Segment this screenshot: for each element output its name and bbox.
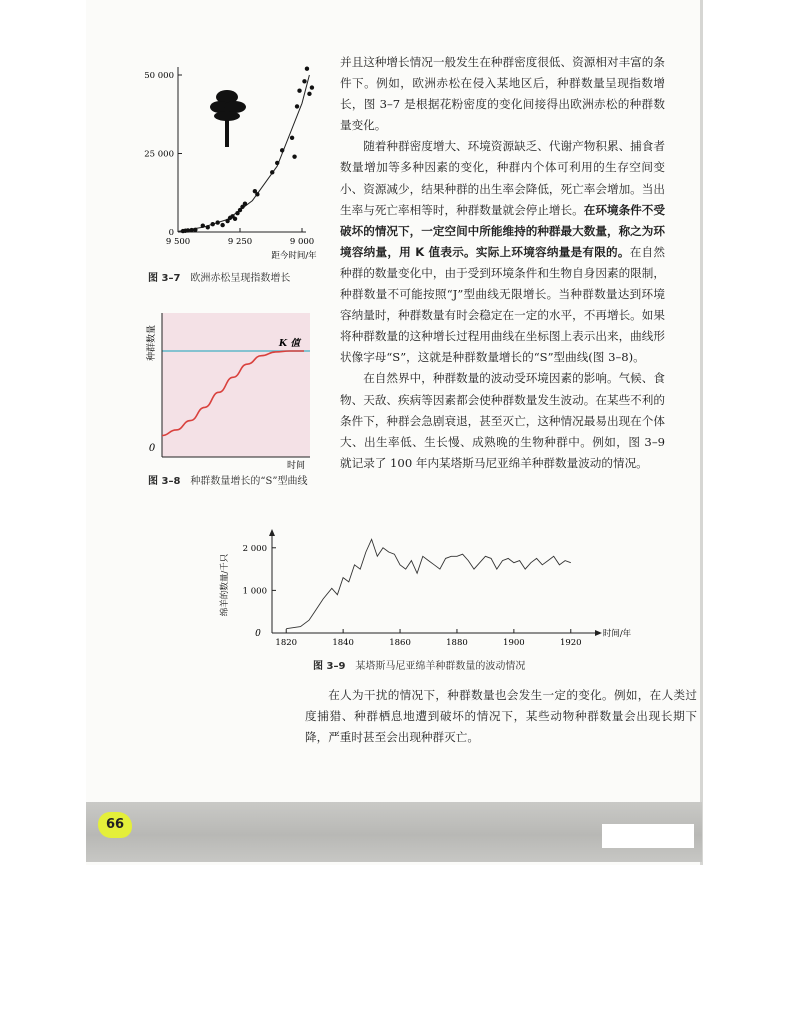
- data-point: [275, 161, 279, 165]
- x-tick-label: 1860: [389, 638, 411, 648]
- figure-3-9-title: 某塔斯马尼亚绵羊种群数量的波动情况: [355, 661, 526, 672]
- x-tick-label: 1900: [503, 638, 525, 648]
- closing-text: [305, 685, 697, 748]
- paragraph-2-part-a: 随着种群密度增大、环境资源缺乏、代谢产物积累、捕食者数量增加等多种因素的变化，种群内个体可利用的生存空间变小、资源减少，结果种群的出生率会降低，死亡率会增加。当出生率与死亡率相等时，种群数量就会停止增长。: [340, 139, 665, 217]
- origin-label: 0: [148, 443, 156, 454]
- page-number: 66: [98, 812, 132, 838]
- y-axis-arrow: [269, 529, 275, 536]
- data-point: [206, 225, 210, 229]
- data-point: [215, 220, 219, 224]
- y-tick-label: 25 000: [144, 149, 174, 160]
- figure-3-7-title: 欧洲赤松呈现指数增长: [190, 273, 291, 284]
- data-point: [211, 222, 215, 226]
- x-axis-arrow: [595, 630, 602, 636]
- origin-label: 0: [255, 629, 261, 639]
- x-axis-label: 时间/年: [602, 629, 632, 639]
- y-tick-label: 0: [168, 228, 174, 238]
- x-tick-label: 9 000: [289, 237, 315, 247]
- data-point: [270, 170, 274, 174]
- sheep-population-line: [286, 539, 571, 628]
- tree-trunk: [225, 119, 229, 147]
- figure-3-8-number: 图 3–8: [148, 476, 181, 487]
- data-point: [292, 154, 296, 158]
- main-text-column: [340, 52, 665, 474]
- figure-3-7-number: 图 3–7: [148, 273, 181, 284]
- paragraph-4: 在人为干扰的情况下，种群数量也会发生一定的变化。例如，在人类过度捕猎、种群栖息地遭到破坏的情况下，某些动物种群数量会出现长期下降，严重时甚至会出现种群灭亡。: [305, 688, 697, 745]
- footer-blank-box: [602, 824, 694, 848]
- figure-3-7-chart: [130, 55, 320, 270]
- x-tick-label: 1840: [332, 638, 354, 648]
- y-axis-label: 种群数量: [147, 324, 157, 362]
- data-point: [307, 92, 311, 96]
- k-value-label: K 值: [278, 338, 300, 349]
- data-point: [201, 224, 205, 228]
- paragraph-2-definition: 在环境条件不受破坏的情况下，一定空间中所能维持的种群最大数量，称之为环境容纳量，用 K 值表示。实际上环境容纳量是有限的。: [340, 202, 665, 259]
- figure-3-7-caption: [148, 269, 290, 284]
- x-tick-label: 1880: [446, 638, 468, 648]
- pine-tree-icon: [210, 90, 246, 147]
- data-point: [280, 148, 284, 152]
- figure-3-9-caption: [313, 657, 525, 672]
- paragraph-2-part-b: 在自然种群的数量变化中，由于受到环境条件和生物自身因素的限制，种群数量不可能按照“J”型曲线无限增长。当种群数量达到环境容纳量时，种群数量有时会稳定在一定的水平，不再增长。如果将种群数量的这种增长过程用曲线在坐标图上表示出来，曲线形状像字母“S”，这就是种群数量增长的“S”型曲线(图 3–8)。: [340, 244, 665, 365]
- x-axis-label: 距今时间/年: [271, 251, 317, 261]
- data-point: [189, 228, 193, 232]
- x-tick-label: 1820: [275, 638, 298, 648]
- x-tick-label: 9 250: [227, 237, 253, 247]
- data-point: [297, 89, 301, 93]
- y-axis-label: 绵羊的数量/千只: [220, 553, 230, 617]
- data-point: [220, 223, 224, 227]
- data-point: [255, 192, 259, 196]
- x-tick-label: 9 500: [165, 237, 191, 247]
- data-point: [305, 67, 309, 71]
- paragraph-1: 并且这种增长情况一般发生在种群密度很低、资源相对丰富的条件下。例如，欧洲赤松在侵入某地区后，种群数量呈现指数增长，图 3–7 是根据花粉密度的变化间接得出欧洲赤松的种群数量变化。: [340, 55, 665, 133]
- figure-3-8-caption: [148, 472, 307, 487]
- x-axis-label: 时间: [286, 461, 306, 470]
- page-footer: [86, 802, 702, 862]
- paragraph-3: 在自然界中，种群数量的波动受环境因素的影响。气候、食物、天敌、疾病等因素都会使种群数量发生波动。在某些不利的条件下，种群会急剧衰退，甚至灭亡，这种情况最易出现在个体大、出生率低、生长慢、成熟晚的生物种群中。例如，图 3–9 就记录了 100 年内某塔斯马尼亚绵羊种群数量波动的情况。: [340, 371, 665, 470]
- data-point: [193, 228, 197, 232]
- y-tick-label: 50 000: [144, 71, 174, 81]
- data-point: [233, 217, 237, 221]
- y-tick-label: 1 000: [242, 586, 267, 597]
- figure-3-8-chart: [140, 305, 320, 470]
- figure-3-9-number: 图 3–9: [313, 661, 346, 672]
- data-point: [186, 228, 190, 232]
- figure-3-9-chart: [215, 525, 655, 655]
- data-point: [243, 202, 247, 206]
- data-point: [302, 79, 306, 83]
- plot-background: [162, 313, 310, 457]
- y-tick-label: 2 000: [242, 543, 267, 554]
- page-edge-shadow: [700, 0, 703, 865]
- data-point: [310, 85, 314, 89]
- figure-3-8-title: 种群数量增长的“S”型曲线: [190, 476, 308, 487]
- data-point: [290, 136, 294, 140]
- paragraph-2: [340, 136, 665, 368]
- x-tick-label: 1920: [559, 638, 582, 648]
- data-point: [295, 104, 299, 108]
- tree-crown-bottom: [214, 111, 240, 121]
